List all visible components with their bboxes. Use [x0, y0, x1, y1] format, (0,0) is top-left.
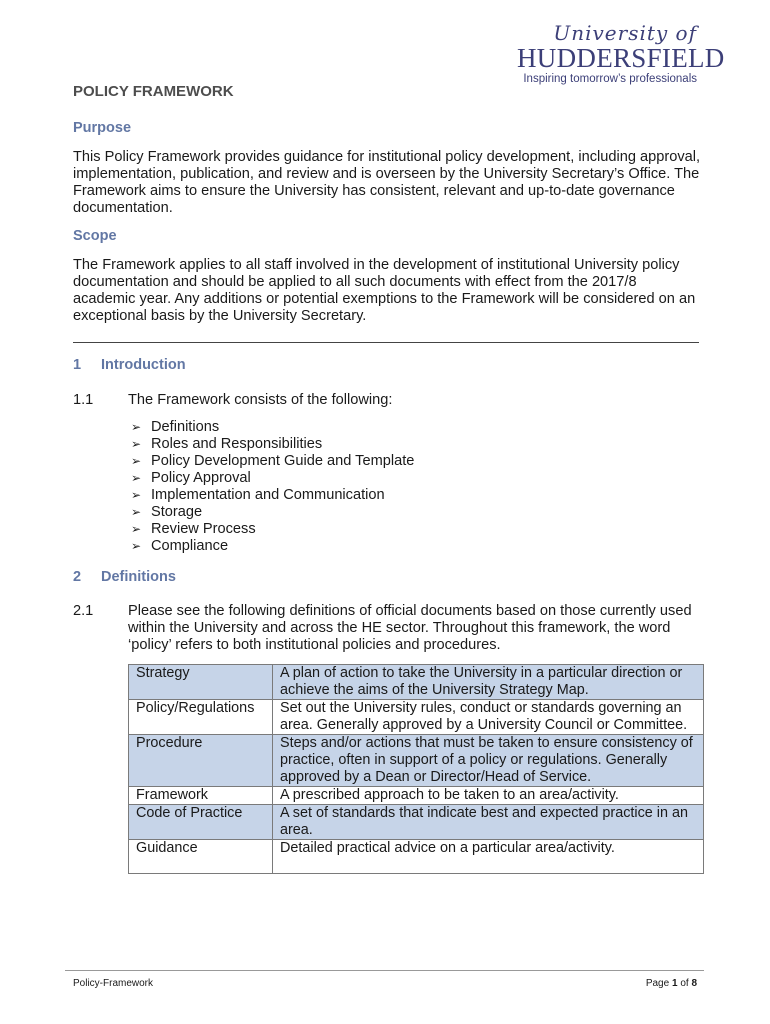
table-row [129, 805, 704, 840]
logo-line-1: University of [553, 21, 697, 45]
definition-term: Policy/Regulations [129, 700, 273, 735]
arrow-bullet-icon: ➢ [131, 454, 142, 468]
definition-text: A set of standards that indicate best and expected practice in an area. [273, 805, 704, 840]
scope-text: The Framework applies to all staff involved in the development of institutional University policy documentation and should be applied to all such documents with effect from the 2017/8 academic year. Any additions or potential exemptions to the Framework will be considered on an exceptional basis by the University Secretary. [73, 257, 696, 324]
definition-text: Set out the University rules, conduct or standards governing an area. Generally approved by a University Council or Committee. [273, 700, 704, 735]
item-2-1-number-wrap [73, 603, 128, 619]
table-row [129, 735, 704, 787]
list-item: ➢ Storage [131, 504, 203, 520]
section-2-heading [73, 569, 176, 585]
purpose-heading: Purpose [73, 120, 132, 136]
arrow-bullet-icon: ➢ [131, 522, 142, 536]
item-1-1 [73, 392, 392, 408]
item-1-1-text: The Framework consists of the following: [128, 392, 393, 408]
section-divider [73, 342, 699, 343]
document-title: POLICY FRAMEWORK [73, 83, 234, 100]
definition-text: Steps and/or actions that must be taken to ensure consistency of practice, often in support of a policy or regulations. Generally approved by a Dean or Director/Head of Service. [273, 735, 704, 787]
arrow-bullet-icon: ➢ [131, 505, 142, 519]
list-item: ➢ Compliance [131, 538, 229, 554]
section-1-title: Introduction [101, 357, 186, 373]
list-item: ➢ Review Process [131, 521, 256, 537]
logo-line-2: HUDDERSFIELD [517, 43, 725, 73]
university-logo [517, 21, 725, 86]
definition-term: Guidance [129, 840, 273, 874]
list-item: ➢ Definitions [131, 419, 220, 435]
section-1-heading [73, 357, 186, 373]
definition-text: A plan of action to take the University in a particular direction or achieve the aims of the University Strategy Map. [273, 665, 704, 700]
item-2-1-text: Please see the following definitions of official documents based on those currently used within the University and across the HE sector. Throughout this framework, the word ‘policy’ refers to both institutional policies and procedures. [128, 603, 692, 653]
list-item: ➢ Policy Approval [131, 470, 251, 486]
list-item: ➢ Implementation and Communication [131, 487, 385, 503]
footer-document-name: Policy-Framework [73, 978, 154, 989]
arrow-bullet-icon: ➢ [131, 488, 142, 502]
definition-text: Detailed practical advice on a particular area/activity. [273, 840, 704, 874]
definition-term: Procedure [129, 735, 273, 787]
item-2-1-number: 2.1 [73, 603, 94, 619]
definition-term: Code of Practice [129, 805, 273, 840]
section-2-number: 2 [73, 569, 82, 585]
section-1-number: 1 [73, 357, 82, 373]
logo-tagline: Inspiring tomorrow’s professionals [523, 73, 697, 85]
total-pages: 8 [691, 978, 697, 989]
arrow-bullet-icon: ➢ [131, 471, 142, 485]
framework-components-list [131, 419, 414, 555]
list-item: ➢ Roles and Responsibilities [131, 436, 323, 452]
table-row [129, 700, 704, 735]
footer-divider [65, 970, 704, 971]
definition-text: A prescribed approach to be taken to an area/activity. [273, 787, 704, 805]
arrow-bullet-icon: ➢ [131, 420, 142, 434]
table-row [129, 665, 704, 700]
arrow-bullet-icon: ➢ [131, 539, 142, 553]
purpose-text: This Policy Framework provides guidance for institutional policy development, including approval, implementation, publication, and review and is overseen by the University Secretary’s Office. The Framework aims to ensure the University has consistent, relevant and up-to-date governance documentation. [73, 149, 701, 216]
item-1-1-number: 1.1 [73, 392, 94, 408]
section-2-title: Definitions [101, 569, 176, 585]
definition-term: Strategy [129, 665, 273, 700]
footer-page-number: Page 1 of 8 [645, 978, 697, 989]
arrow-bullet-icon: ➢ [131, 437, 142, 451]
scope-heading: Scope [73, 228, 117, 244]
definitions-table [128, 664, 704, 874]
list-item: ➢ Policy Development Guide and Template [131, 453, 415, 469]
table-row [129, 840, 704, 874]
current-page: 1 [671, 978, 678, 989]
table-row [129, 787, 704, 805]
definition-term: Framework [129, 787, 273, 805]
